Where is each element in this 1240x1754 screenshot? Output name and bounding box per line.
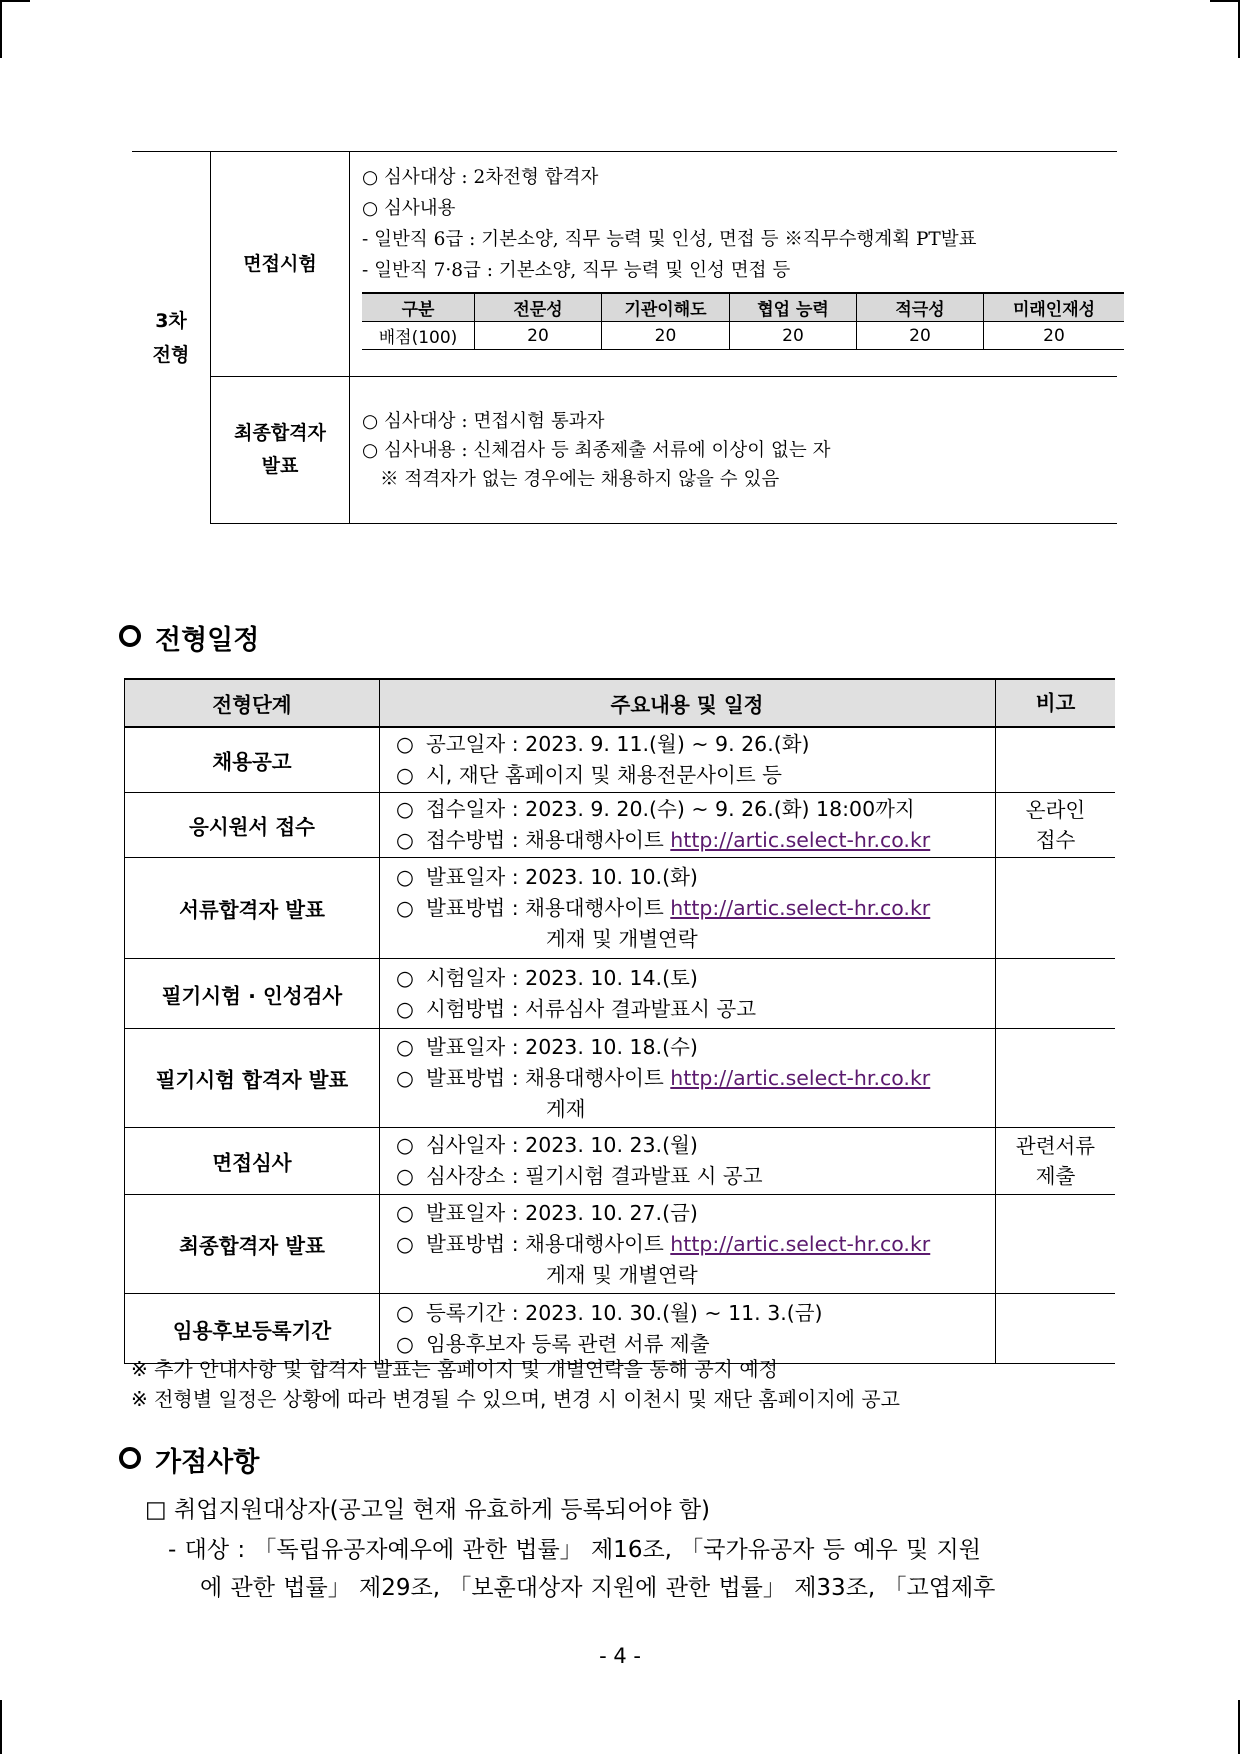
content-line: 접수방법 : 채용대행사이트 — [426, 828, 671, 852]
schedule-table — [124, 678, 1115, 1364]
content-cell — [380, 1195, 996, 1294]
recruit-site-link[interactable]: http://artic.select-hr.co.kr — [670, 828, 931, 852]
column-header: 전형단계 — [125, 679, 380, 727]
note-cell — [996, 959, 1116, 1029]
score-header: 구분 — [362, 293, 475, 322]
table-row — [125, 1029, 1116, 1128]
score-cell: 20 — [984, 322, 1125, 350]
score-table — [362, 292, 1124, 350]
stage-cell: 임용후보등록기간 — [125, 1294, 380, 1364]
bonus-item: □ 취업지원대상자(공고일 현재 유효하게 등록되어야 함) — [145, 1497, 711, 1523]
content-cell — [380, 793, 996, 858]
bullet: ○ — [396, 965, 414, 990]
recruit-site-link[interactable]: http://artic.select-hr.co.kr — [670, 1231, 931, 1256]
table-row — [125, 858, 1116, 959]
detail-line: ○ 심사내용 : 신체검사 등 최종제출 서류에 이상이 없는 자 — [362, 439, 831, 461]
bullet: ○ — [396, 1231, 414, 1256]
table-row — [125, 793, 1116, 858]
circle-bullet-icon — [119, 625, 141, 647]
bullet: ○ — [396, 1331, 414, 1356]
score-header: 기관이해도 — [602, 293, 730, 322]
stage-cell: 채용공고 — [125, 727, 380, 793]
recruit-site-link[interactable]: http://artic.select-hr.co.kr — [670, 895, 931, 920]
bullet: ○ — [396, 895, 414, 920]
recruit-site-link[interactable]: http://artic.select-hr.co.kr — [670, 1065, 931, 1090]
bullet: ○ — [396, 1164, 414, 1188]
content-line: 발표방법 : 채용대행사이트 — [426, 895, 671, 920]
detail-line: - 일반직 6급 : 기본소양, 직무 능력 및 인성, 면접 등 ※직무수행계획 PT발표 — [362, 229, 977, 250]
content-line: 발표일자 : 2023. 10. 27.(금) — [426, 1200, 698, 1225]
content-line: 접수일자 : 2023. 9. 20.(수) ~ 9. 26.(화) 18:00까지 — [426, 797, 915, 821]
score-header: 미래인재성 — [984, 293, 1125, 322]
bonus-line: 에 관한 법률」 제29조, 「보훈대상자 지원에 관한 법률」 제33조, 「고엽제후 — [200, 1575, 996, 1601]
content-line: 시험방법 : 서류심사 결과발표시 공고 — [426, 996, 757, 1021]
schedule-note: ※ 전형별 일정은 상황에 따라 변경될 수 있으며, 변경 시 이천시 및 재단 홈페이지에 공고 — [131, 1387, 900, 1411]
content-line: 게재 및 개별연락 — [546, 1262, 698, 1287]
interview-stage-details — [350, 152, 1118, 377]
bullet: ○ — [396, 1300, 414, 1325]
content-line: 시험일자 : 2023. 10. 14.(토) — [426, 965, 698, 990]
stage-cell: 최종합격자 발표 — [125, 1195, 380, 1294]
content-cell — [380, 1128, 996, 1195]
bullet: ○ — [396, 732, 414, 756]
bullet: ○ — [396, 1065, 414, 1090]
content-line: 공고일자 : 2023. 9. 11.(월) ~ 9. 26.(화) — [426, 732, 810, 756]
content-cell — [380, 858, 996, 959]
bullet: ○ — [396, 1200, 414, 1225]
detail-line: - 일반직 7·8급 : 기본소양, 직무 능력 및 인성 면접 등 — [362, 260, 791, 281]
table-row — [125, 959, 1116, 1029]
crop-mark-top-left-h — [0, 0, 30, 2]
schedule-heading-text: 전형일정 — [155, 625, 260, 656]
content-cell — [380, 1294, 996, 1364]
bullet: ○ — [396, 996, 414, 1021]
interview-stage-name: 면접시험 — [211, 152, 350, 377]
content-line: 게재 및 개별연락 — [546, 926, 698, 951]
bullet: ○ — [396, 1034, 414, 1059]
note-cell: 온라인 접수 — [996, 793, 1116, 858]
score-header: 적극성 — [857, 293, 984, 322]
bullet: ○ — [396, 797, 414, 821]
content-line: 임용후보자 등록 관련 서류 제출 — [426, 1331, 710, 1356]
crop-mark-bottom-left-v — [0, 1700, 2, 1754]
content-line: 발표방법 : 채용대행사이트 — [426, 1065, 671, 1090]
stage-cell: 응시원서 접수 — [125, 793, 380, 858]
bonus-heading — [119, 1446, 259, 1480]
stage-cell: 서류합격자 발표 — [125, 858, 380, 959]
content-line: 게재 — [546, 1096, 586, 1121]
content-line: 심사일자 : 2023. 10. 23.(월) — [426, 1133, 698, 1157]
content-line: 시, 재단 홈페이지 및 채용전문사이트 등 — [426, 763, 782, 787]
stage-label: 3차 전형 — [132, 152, 211, 524]
stage-cell: 면접심사 — [125, 1128, 380, 1195]
score-header: 전문성 — [475, 293, 602, 322]
content-line: 발표일자 : 2023. 10. 18.(수) — [426, 1034, 698, 1059]
content-cell — [380, 1029, 996, 1128]
score-cell: 20 — [475, 322, 602, 350]
content-line: 발표방법 : 채용대행사이트 — [426, 1231, 671, 1256]
final-stage-details — [350, 377, 1118, 524]
note-cell — [996, 1029, 1116, 1128]
score-header: 협업 능력 — [730, 293, 857, 322]
page-number: - 4 - — [599, 1644, 641, 1668]
score-cell: 배점(100) — [362, 322, 475, 350]
stage-cell: 필기시험 합격자 발표 — [125, 1029, 380, 1128]
bullet: ○ — [396, 763, 414, 787]
note-cell — [996, 727, 1116, 793]
bonus-heading-text: 가점사항 — [155, 1447, 260, 1478]
evaluation-stage-table — [132, 151, 1117, 524]
schedule-heading — [119, 624, 259, 658]
content-cell — [380, 727, 996, 793]
detail-line: ○ 심사대상 : 2차전형 합격자 — [362, 167, 599, 188]
score-cell: 20 — [857, 322, 984, 350]
final-stage-name: 최종합격자 발표 — [211, 377, 350, 524]
note-cell — [996, 858, 1116, 959]
column-header: 주요내용 및 일정 — [380, 679, 996, 727]
table-row — [125, 1195, 1116, 1294]
bullet: ○ — [396, 828, 414, 852]
content-cell — [380, 959, 996, 1029]
table-row — [125, 1128, 1116, 1195]
note-cell — [996, 1294, 1116, 1364]
circle-bullet-icon — [119, 1447, 141, 1469]
note-cell — [996, 1195, 1116, 1294]
content-line: 심사장소 : 필기시험 결과발표 시 공고 — [426, 1164, 763, 1188]
column-header: 비고 — [996, 679, 1116, 727]
bonus-line: - 대상 : 「독립유공자예우에 관한 법률」 제16조, 「국가유공자 등 예우 및 지원 — [168, 1537, 981, 1563]
detail-line: ○ 심사내용 — [362, 198, 456, 219]
detail-line: ○ 심사대상 : 면접시험 통과자 — [362, 410, 605, 432]
score-cell: 20 — [602, 322, 730, 350]
stage-cell: 필기시험 · 인성검사 — [125, 959, 380, 1029]
score-cell: 20 — [730, 322, 857, 350]
table-row — [125, 1294, 1116, 1364]
crop-mark-top-right-h — [1210, 0, 1240, 2]
content-line: 발표일자 : 2023. 10. 10.(화) — [426, 864, 698, 889]
bullet: ○ — [396, 1133, 414, 1157]
crop-mark-top-left-v — [0, 0, 2, 58]
detail-line: ※ 적격자가 없는 경우에는 채용하지 않을 수 있음 — [380, 468, 780, 490]
note-cell: 관련서류 제출 — [996, 1128, 1116, 1195]
bullet: ○ — [396, 864, 414, 889]
schedule-note: ※ 추가 안내사항 및 합격자 발표는 홈페이지 및 개별연락을 통해 공지 예정 — [131, 1357, 778, 1381]
table-row — [125, 727, 1116, 793]
content-line: 등록기간 : 2023. 10. 30.(월) ~ 11. 3.(금) — [426, 1300, 823, 1325]
